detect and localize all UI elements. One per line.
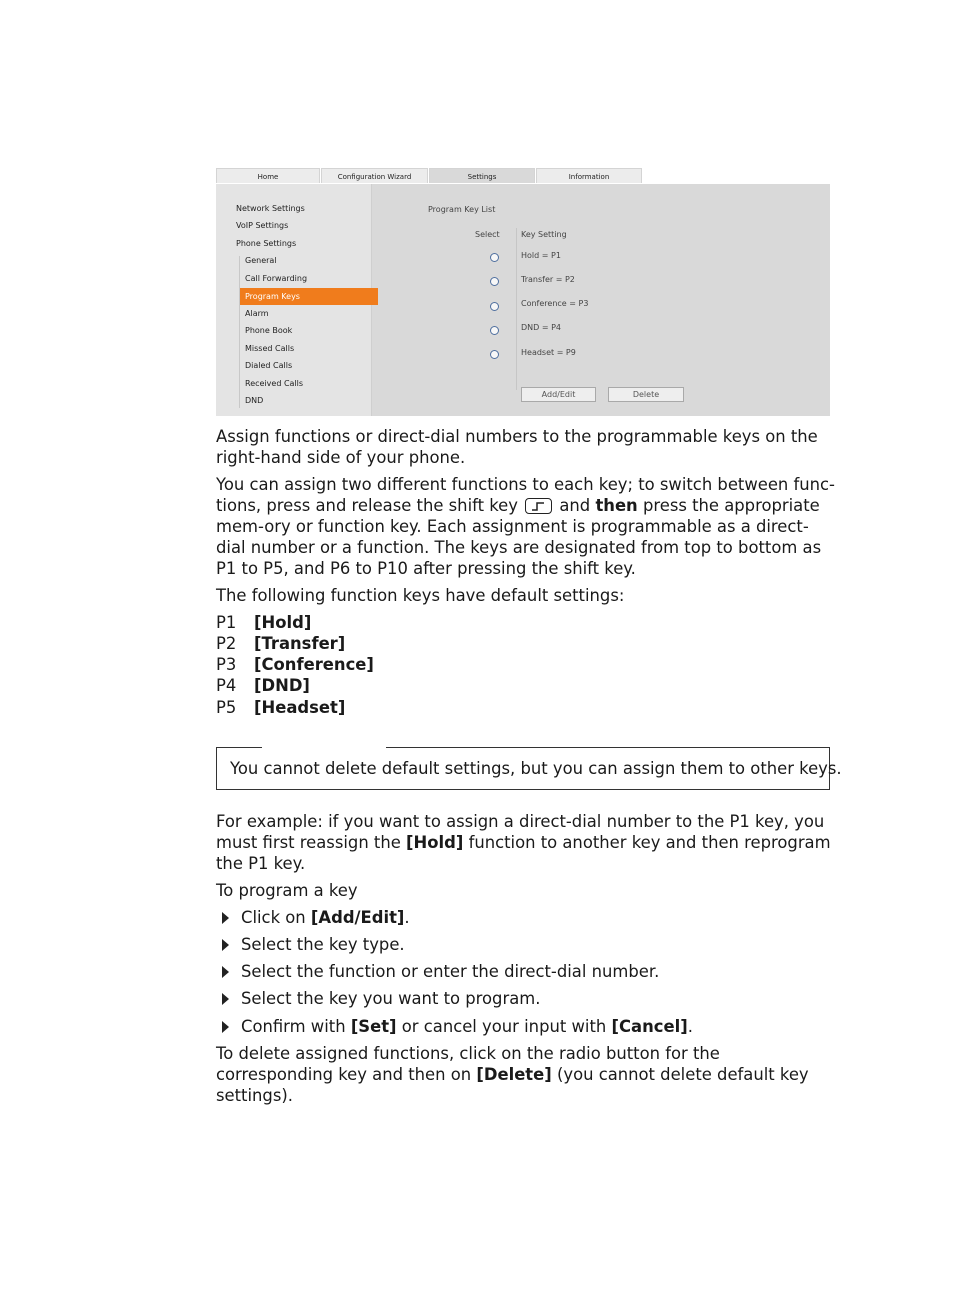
note-box-gap — [262, 746, 386, 750]
shift-text-a: You can assign two different functions to each key; to switch between func-tions, press and release the shift key — [216, 475, 835, 515]
nav-missed-calls[interactable]: Missed Calls — [245, 344, 295, 353]
default-key-p5 — [216, 697, 345, 718]
default-key-function: [Hold] — [254, 613, 312, 632]
default-key-function: [Headset] — [254, 698, 346, 717]
step-4-text: Select the key you want to program. — [241, 989, 541, 1008]
example-text-c: function to another key and then reprogram the P1 key. — [216, 833, 831, 873]
step-1 — [216, 907, 410, 928]
example-text-a: For example: if you want to assign a direct-dial number to the P1 key, you must first reassign the — [216, 812, 825, 852]
default-key-p2 — [216, 633, 345, 654]
tab-bar — [216, 168, 830, 184]
tab-settings[interactable]: Settings — [429, 168, 535, 183]
program-key-list-title: Program Key List — [428, 205, 496, 214]
shift-key-paragraph — [216, 474, 836, 579]
step-1-text: Click on — [241, 908, 306, 927]
delete-button[interactable]: Delete — [608, 387, 684, 402]
note-text: You cannot delete default settings, but you can assign them to other keys. — [230, 759, 842, 778]
note-box — [216, 747, 842, 790]
settings-sidebar — [216, 184, 372, 416]
bullet-arrow-icon — [222, 966, 229, 978]
delete-paragraph — [216, 1043, 836, 1106]
default-key-label: P4 — [216, 676, 237, 695]
nav-phone-settings[interactable]: Phone Settings — [236, 239, 297, 248]
default-key-label: P2 — [216, 634, 237, 653]
step-2 — [216, 934, 405, 955]
radio-key-1[interactable] — [490, 253, 499, 262]
example-paragraph — [216, 811, 836, 874]
radio-key-5[interactable] — [490, 350, 499, 359]
nav-call-forwarding[interactable]: Call Forwarding — [245, 274, 308, 283]
program-key-heading: To program a key — [216, 881, 358, 900]
tab-configuration-wizard[interactable]: Configuration Wizard — [321, 168, 428, 183]
nav-dialed-calls[interactable]: Dialed Calls — [245, 361, 293, 370]
select-column-header: Select — [475, 230, 500, 239]
default-key-p1 — [216, 612, 311, 633]
tab-home[interactable]: Home — [216, 168, 320, 183]
step-5-cancel: [Cancel] — [611, 1017, 688, 1036]
key-setting-5: Headset = P9 — [521, 348, 576, 357]
column-separator — [516, 228, 517, 390]
default-key-p4 — [216, 675, 310, 696]
default-key-p3 — [216, 654, 374, 675]
nav-network-settings[interactable]: Network Settings — [236, 204, 305, 213]
shift-text-d: press the appropriate mem-ory or function key. Each assignment is programmable as a direct-dial number or a function. The keys are designated from top to bottom as P1 to P5, and P6 to P10 after pressing the shift key. — [216, 496, 822, 578]
default-key-function: [Conference] — [254, 655, 374, 674]
example-text-hold: [Hold] — [406, 833, 464, 852]
step-5-text-a: Confirm with — [241, 1017, 346, 1036]
radio-key-3[interactable] — [490, 302, 499, 311]
delete-text-delete: [Delete] — [476, 1065, 552, 1084]
settings-panel — [216, 184, 830, 416]
nav-general[interactable]: General — [245, 256, 277, 265]
step-1-add-edit: [Add/Edit] — [310, 908, 405, 927]
step-5-set: [Set] — [350, 1017, 397, 1036]
nav-tree-line — [239, 256, 240, 408]
step-2-text: Select the key type. — [241, 935, 405, 954]
nav-alarm[interactable]: Alarm — [245, 309, 269, 318]
key-setting-1: Hold = P1 — [521, 251, 561, 260]
step-3 — [216, 961, 659, 982]
step-4 — [216, 988, 540, 1009]
key-setting-4: DND = P4 — [521, 323, 562, 332]
nav-voip-settings[interactable]: VoIP Settings — [236, 221, 289, 230]
bullet-arrow-icon — [222, 912, 229, 924]
default-key-label: P3 — [216, 655, 237, 674]
delete-text-a: To delete assigned functions, click on the radio button for the corresponding key and then on — [216, 1044, 720, 1084]
key-setting-2: Transfer = P2 — [521, 275, 575, 284]
nav-program-keys[interactable]: Program Keys — [240, 288, 378, 305]
step-5 — [216, 1016, 693, 1037]
radio-key-4[interactable] — [490, 326, 499, 335]
step-1-period: . — [404, 908, 410, 927]
radio-key-2[interactable] — [490, 277, 499, 286]
delete-text-c: (you cannot delete default key settings). — [216, 1065, 809, 1105]
add-edit-button[interactable]: Add/Edit — [521, 387, 596, 402]
intro-paragraph: Assign functions or direct-dial numbers to the programmable keys on the right-hand side of your phone. — [216, 427, 818, 467]
bullet-arrow-icon — [222, 993, 229, 1005]
default-key-function: [Transfer] — [254, 634, 346, 653]
default-key-function: [DND] — [254, 676, 310, 695]
bullet-arrow-icon — [222, 1021, 229, 1033]
nav-dnd[interactable]: DND — [245, 396, 264, 405]
step-3-text: Select the function or enter the direct-dial number. — [241, 962, 660, 981]
step-5-period: . — [687, 1017, 693, 1036]
defaults-intro: The following function keys have default settings: — [216, 586, 625, 605]
shift-key-icon — [525, 498, 552, 514]
nav-received-calls[interactable]: Received Calls — [245, 379, 304, 388]
key-setting-column-header: Key Setting — [521, 230, 567, 239]
bullet-arrow-icon — [222, 939, 229, 951]
default-key-label: P1 — [216, 613, 237, 632]
key-setting-3: Conference = P3 — [521, 299, 589, 308]
shift-text-then: then — [595, 496, 638, 515]
default-key-label: P5 — [216, 698, 237, 717]
nav-phone-book[interactable]: Phone Book — [245, 326, 293, 335]
step-5-text-c: or cancel your input with — [401, 1017, 607, 1036]
shift-text-b: and — [559, 496, 591, 515]
tab-information[interactable]: Information — [536, 168, 642, 183]
web-config-screenshot — [216, 168, 830, 416]
